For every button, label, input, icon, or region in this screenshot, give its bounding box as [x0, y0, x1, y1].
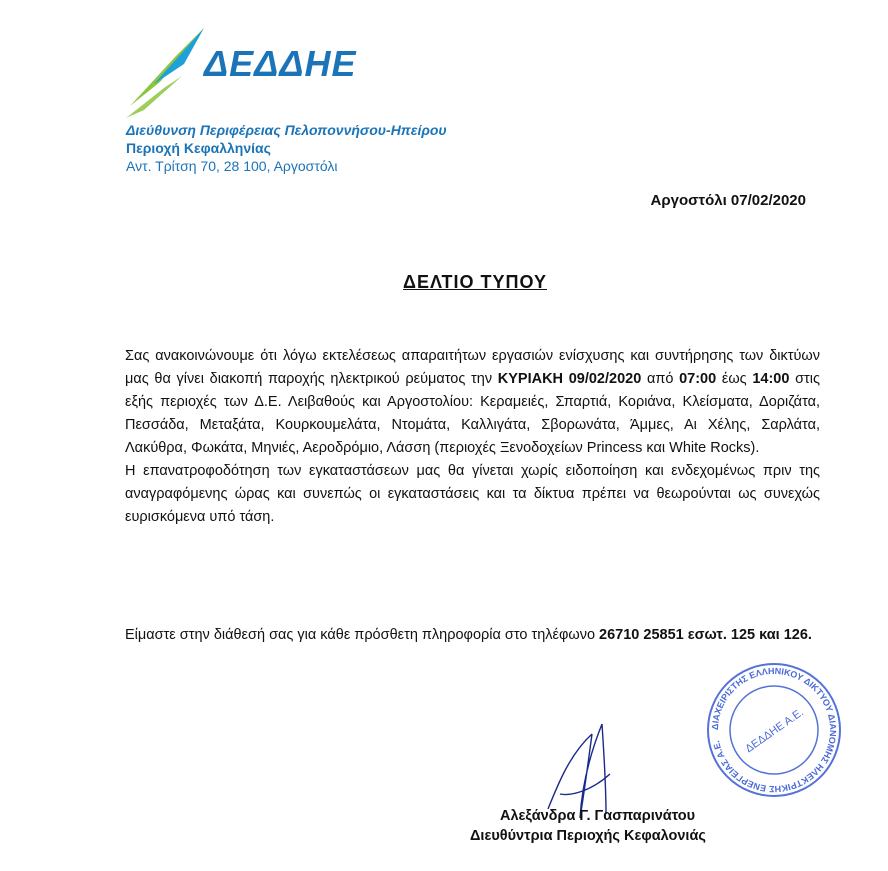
- document-date: Αργοστόλι 07/02/2020: [650, 192, 806, 209]
- stamp-outer-text: ΔΙΑΧΕΙΡΙΣΤΗΣ ΕΛΛΗΝΙΚΟΥ ΔΙΚΤΥΟΥ ΔΙΑΝΟΜΗΣ ΗΛΕΚΤΡΙΚΗΣ ΕΝΕΡΓΕΙΑΣ Α.Ε.: [709, 665, 839, 795]
- signatory-name: Αλεξάνδρα Γ. Γασπαρινάτου: [500, 808, 696, 824]
- document-title: ΔΕΛΤΙΟ ΤΥΠΟΥ: [403, 272, 547, 292]
- paragraph-text: έως: [716, 371, 753, 387]
- signatory-role: Διευθύντρια Περιοχής Κεφαλονιάς: [470, 828, 706, 844]
- header-region: Περιοχή Κεφαλληνίας: [126, 140, 271, 156]
- paragraph-announcement: [125, 345, 820, 460]
- stamp-inner-text: ΔΕΔΔΗΕ Α.Ε.: [743, 706, 806, 756]
- contact-phone: 26710 25851 εσωτ. 125 και 126.: [599, 627, 812, 643]
- brand-name: ΔΕΔΔΗΕ: [204, 43, 357, 84]
- header-directorate: Διεύθυνση Περιφέρειας Πελοποννήσου-Ηπείρου: [126, 122, 447, 138]
- outage-start: 07:00: [679, 371, 717, 387]
- paragraph-contact: [125, 624, 820, 647]
- official-stamp-icon: [704, 660, 844, 800]
- paragraph-text: από: [641, 371, 680, 387]
- paragraph-restoration: Η επανατροφοδότηση των εγκαταστάσεων μας θα γίνεται χωρίς ειδοποίηση και ενδεχομένως πριν της αναγραφόμενης ώρας και συνεπώς οι εγκαταστάσεις και τα δίκτυα πρέπει να θεωρούνται ως συνεχώς ευρισκόμενα υπό τάση.: [125, 463, 820, 525]
- paragraph-text: στις εξής περιοχές των Δ.Ε. Λειβαθούς και Αργοστολίου: Κεραμειές, Σπαρτιά, Κοριάνα, Κλείσματα, Δοριζάτα, Πεσσάδα, Μεταξάτα, Κουρκουμελάτα, Ντομάτα, Καλλιγάτα, Σβορωνάτα, Άμμες, Αι Χέλης, Σαρλάτα, Λακύθρα, Φωκάτα, Μηνιές, Αεροδρόμιο, Λάσση (περιοχές Ξενοδοχείων Princess και White Rocks).: [125, 371, 820, 456]
- body-text: [125, 345, 820, 529]
- outage-end: 14:00: [752, 371, 790, 387]
- paragraph-text: Είμαστε στην διάθεσή σας για κάθε πρόσθετη πληροφορία στο τηλέφωνο: [125, 627, 600, 643]
- header-address: Αντ. Τρίτση 70, 28 100, Αργοστόλι: [126, 158, 338, 174]
- outage-day: ΚΥΡΙΑΚΗ 09/02/2020: [497, 371, 642, 387]
- paragraph-text: Σας ανακοινώνουμε ότι λόγω εκτελέσεως απαραιτήτων εργασιών ενίσχυσης και συντήρησης των δικτύων μας θα γίνει διακοπή παροχής ηλεκτρικού ρεύματος την: [125, 348, 820, 387]
